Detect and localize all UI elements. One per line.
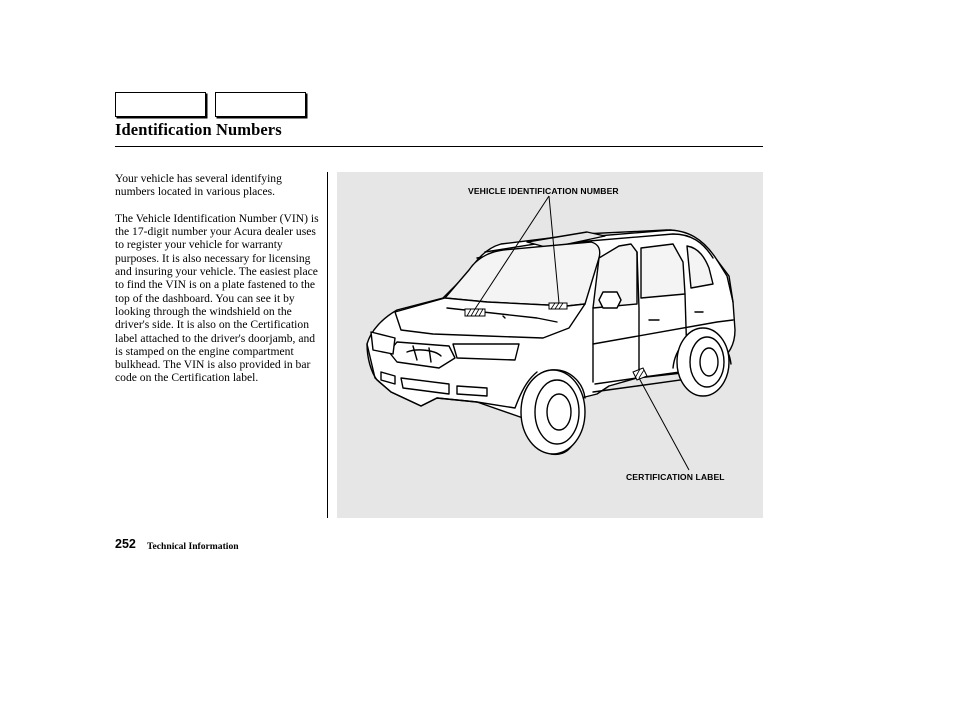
certification-callout-label: CERTIFICATION LABEL <box>626 472 725 482</box>
page-number: 252 <box>115 537 136 551</box>
side-mirror <box>599 292 621 308</box>
section-name: Technical Information <box>147 541 239 552</box>
vin-callout-label: VEHICLE IDENTIFICATION NUMBER <box>468 186 619 196</box>
paragraph-vin: The Vehicle Identification Number (VIN) is the 17-digit number your Acura dealer uses to register your vehicle for warranty purposes. It is also necessary for licensing and insuring your vehicle. The easiest place to find the VIN is on a plate fastened to the top of the dashboard. You can see it by looking through the windshield on the driver's side. It is also on the Certification label attached to the driver's doorjamb, and is stamped on the engine compartment bulkhead. The VIN is also provided in bar code on the Certification label. <box>115 211 319 385</box>
nav-tab-previous[interactable] <box>115 92 206 117</box>
vehicle-drawing <box>337 172 763 518</box>
column-divider <box>327 172 328 518</box>
nav-tab-next[interactable] <box>215 92 306 117</box>
windshield <box>445 242 600 306</box>
body-text <box>115 172 320 398</box>
title-divider <box>115 146 763 147</box>
page-title: Identification Numbers <box>115 120 282 139</box>
headlight-right <box>453 344 519 360</box>
paragraph-intro: Your vehicle has several identifying numbers located in various places. <box>115 172 282 199</box>
vehicle-illustration <box>337 172 763 518</box>
